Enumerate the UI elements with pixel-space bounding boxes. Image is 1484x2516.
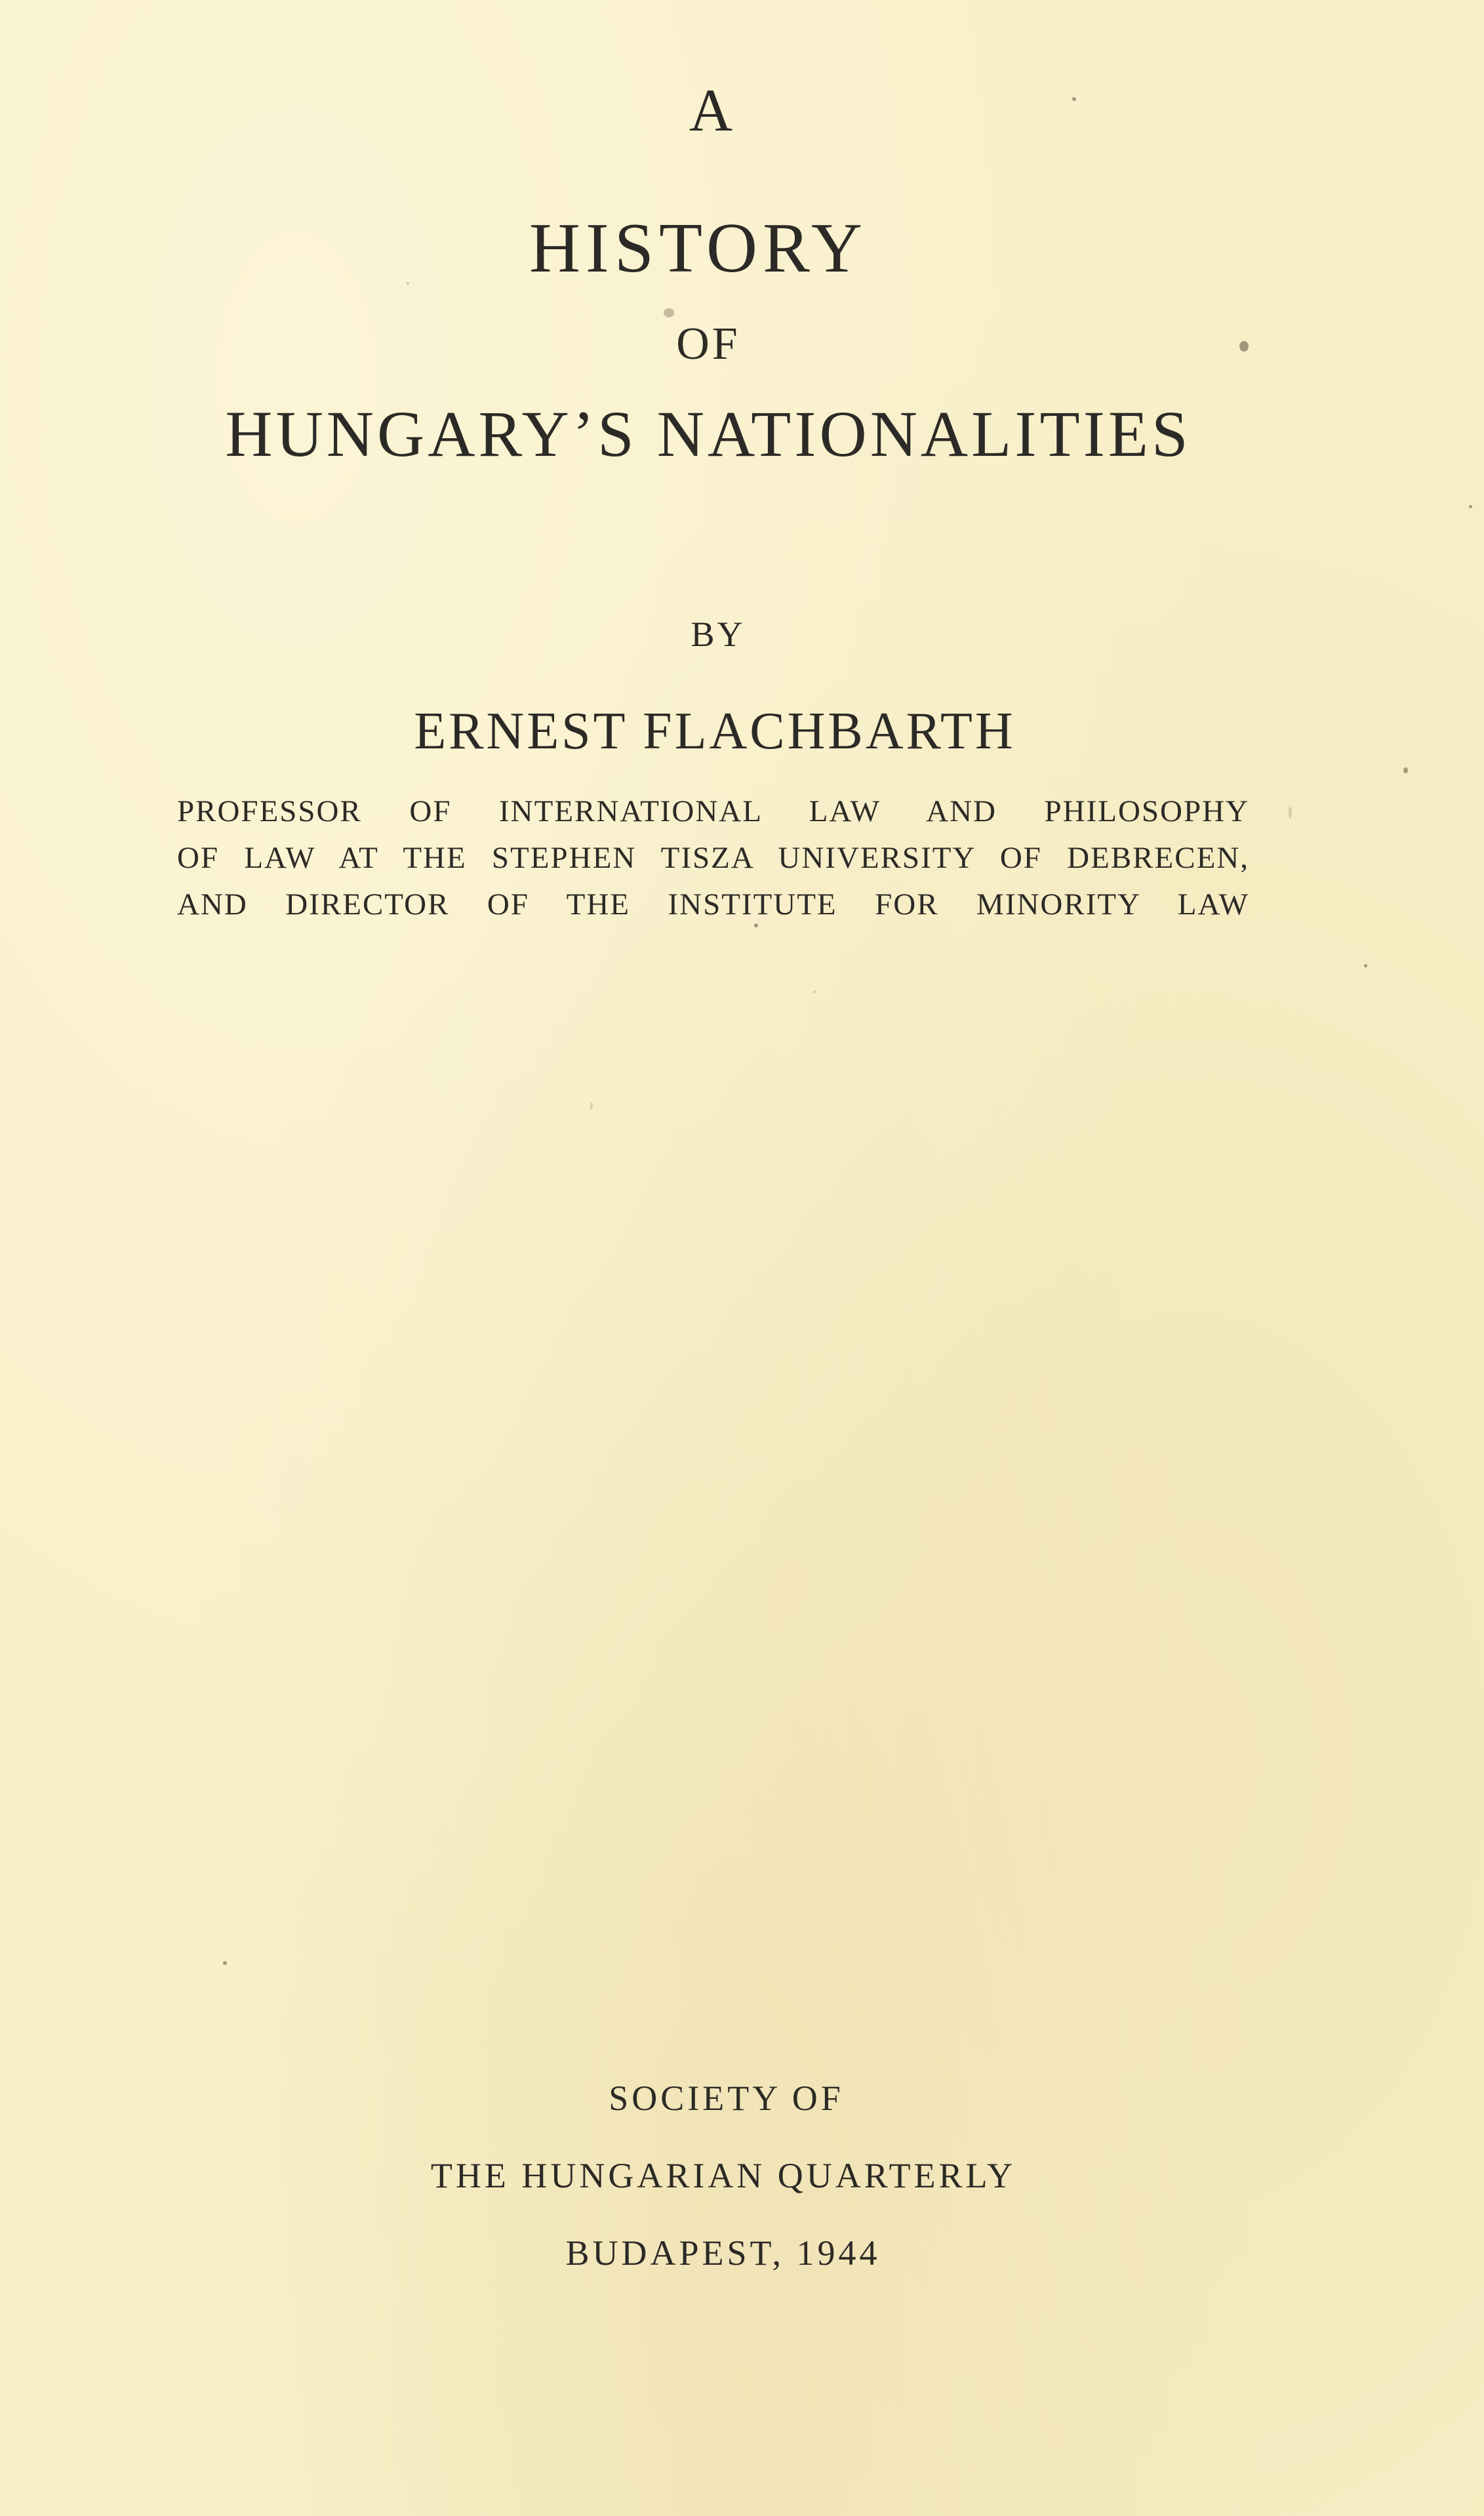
publisher-line-1: SOCIETY OF	[609, 2079, 844, 2118]
paper-speck	[1239, 341, 1249, 352]
title-of: OF	[676, 319, 740, 369]
title-main: HUNGARY’S NATIONALITIES	[225, 397, 1192, 470]
author-affiliation-line-3: AND DIRECTOR OF THE INSTITUTE FOR MINORITY LAW	[177, 887, 1249, 922]
paper-speck	[1072, 97, 1076, 101]
author-name: ERNEST FLACHBARTH	[414, 702, 1016, 760]
paper-speck	[407, 282, 409, 285]
paper-speck	[754, 923, 758, 927]
title-article: A	[689, 77, 734, 144]
paper-speck	[1403, 767, 1408, 773]
paper-speck	[223, 1961, 227, 1965]
paper-speck	[590, 1102, 593, 1110]
paper-speck	[1364, 964, 1367, 967]
author-affiliation-line-1: PROFESSOR OF INTERNATIONAL LAW AND PHILOSOPHY	[177, 794, 1249, 828]
paper-speck	[1469, 505, 1472, 508]
paper-speck	[813, 990, 816, 993]
title-history: HISTORY	[529, 209, 868, 287]
byline-by: BY	[691, 615, 746, 654]
paper-speck	[1289, 807, 1292, 819]
publisher-line-2: THE HUNGARIAN QUARTERLY	[430, 2156, 1016, 2195]
paper-speck	[664, 308, 674, 317]
author-affiliation-line-2: OF LAW AT THE STEPHEN TISZA UNIVERSITY OF DEBRECEN,	[177, 841, 1249, 875]
publication-place-date: BUDAPEST, 1944	[565, 2233, 881, 2273]
